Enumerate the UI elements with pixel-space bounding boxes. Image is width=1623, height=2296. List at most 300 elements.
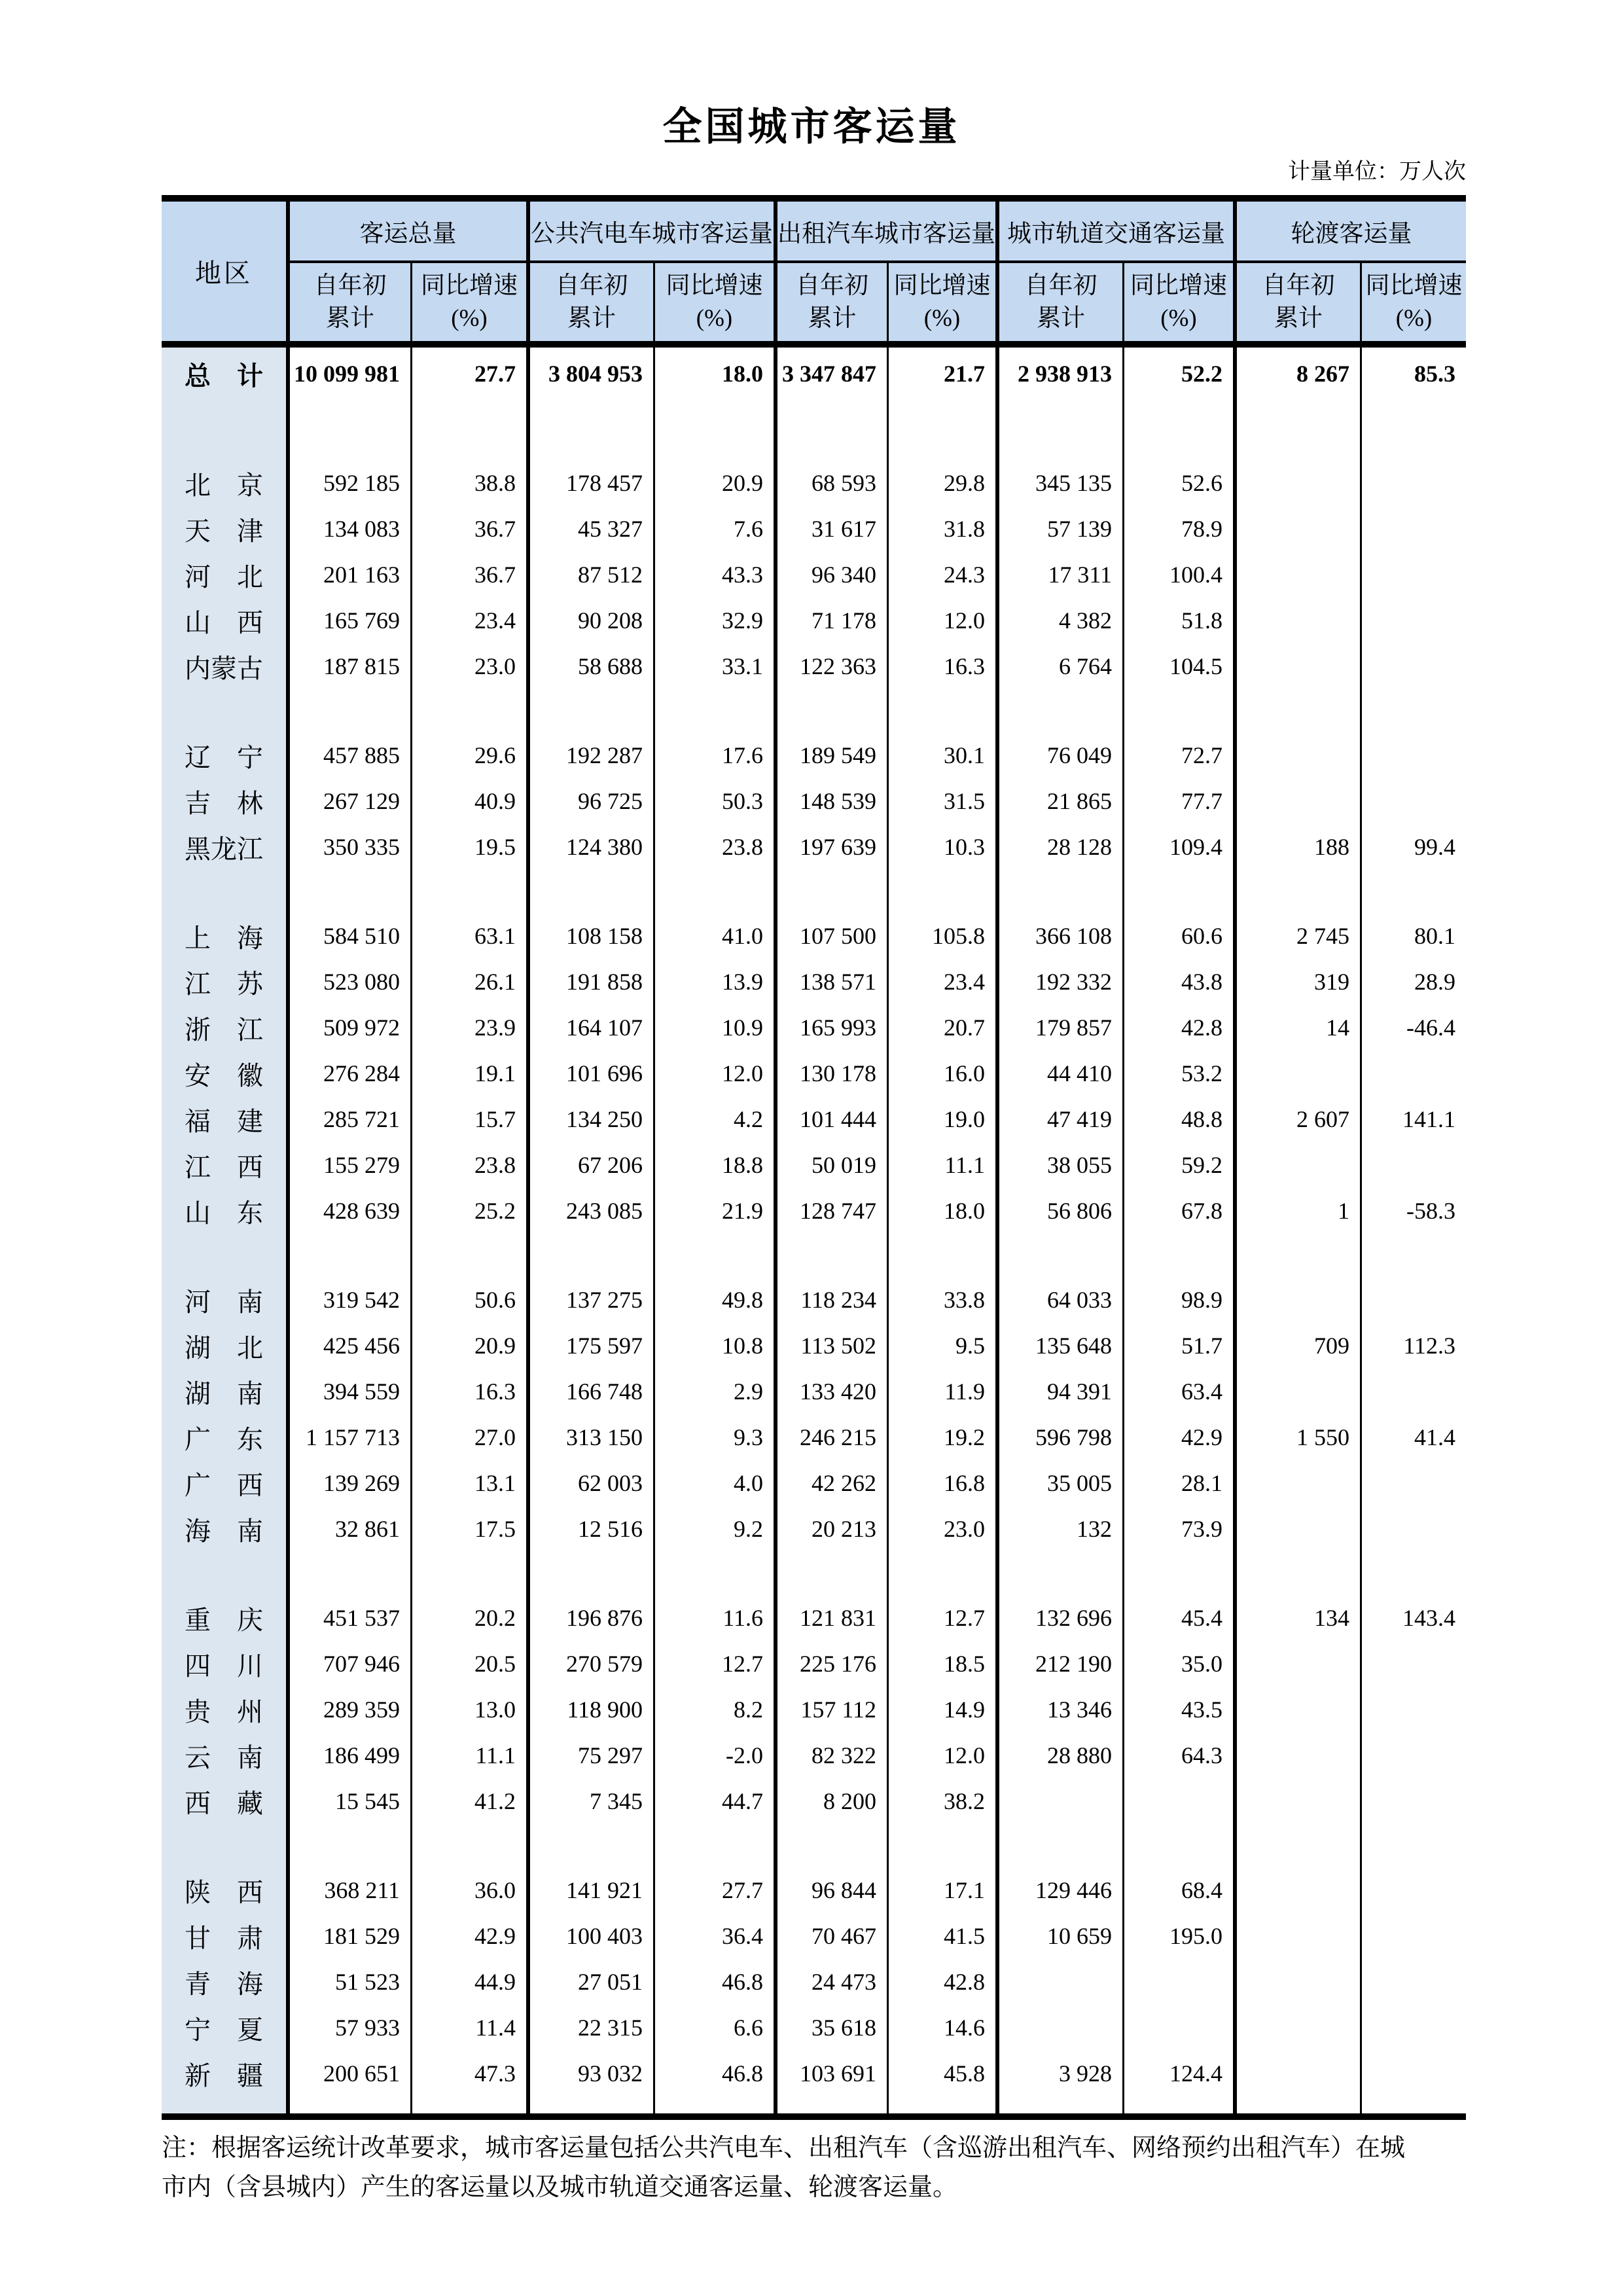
table-row	[162, 1959, 1466, 2005]
header-group-cell: 出租汽车城市客运量	[777, 202, 999, 260]
value-cell: 11.4	[412, 2005, 530, 2051]
value-cell: 21.9	[655, 1188, 777, 1234]
table-row	[162, 1778, 1466, 1824]
value-cell: 17.1	[889, 1867, 999, 1913]
value-cell: 31.8	[889, 506, 999, 552]
value-cell: 8.2	[655, 1687, 777, 1732]
value-cell: 12.7	[889, 1595, 999, 1641]
value-cell: 19.2	[889, 1414, 999, 1460]
table-row	[162, 1595, 1466, 1641]
value-cell: 101 696	[530, 1050, 655, 1096]
value-cell	[1362, 1641, 1466, 1687]
value-cell: 96 725	[530, 778, 655, 824]
value-cell	[777, 1552, 889, 1595]
region-label-cell: 西 藏	[162, 1778, 290, 1824]
value-cell: 19.1	[412, 1050, 530, 1096]
value-cell	[412, 1824, 530, 1867]
region-label-cell: 陕 西	[162, 1867, 290, 1913]
spacer-row	[162, 400, 1466, 460]
value-cell: 56 806	[999, 1188, 1124, 1234]
value-cell: 57 139	[999, 506, 1124, 552]
value-cell: 62 003	[530, 1460, 655, 1506]
value-cell	[290, 400, 412, 460]
total-row	[162, 348, 1466, 400]
value-cell: 47 419	[999, 1096, 1124, 1142]
value-cell: 10.8	[655, 1323, 777, 1369]
value-cell: 14.6	[889, 2005, 999, 2051]
value-cell: 19.0	[889, 1096, 999, 1142]
value-cell	[999, 1959, 1124, 2005]
value-cell: 7 345	[530, 1778, 655, 1824]
value-cell: 197 639	[777, 824, 889, 870]
value-cell: 20.9	[412, 1323, 530, 1369]
value-cell: 33.1	[655, 643, 777, 689]
region-label-cell: 广 东	[162, 1414, 290, 1460]
table-row	[162, 1369, 1466, 1414]
value-cell: 45 327	[530, 506, 655, 552]
value-cell: 394 559	[290, 1369, 412, 1414]
value-cell	[999, 870, 1124, 913]
value-cell	[1237, 2096, 1362, 2113]
value-cell: 186 499	[290, 1732, 412, 1778]
value-cell: 122 363	[777, 643, 889, 689]
table-row	[162, 732, 1466, 778]
header-columns	[290, 202, 1466, 341]
value-cell	[1362, 2051, 1466, 2096]
value-cell: 130 178	[777, 1050, 889, 1096]
value-cell	[1362, 400, 1466, 460]
value-cell: 108 158	[530, 913, 655, 959]
value-cell: 181 529	[290, 1913, 412, 1959]
value-cell: 36.0	[412, 1867, 530, 1913]
value-cell	[655, 870, 777, 913]
value-cell: 28.1	[1124, 1460, 1237, 1506]
value-cell: 11.9	[889, 1369, 999, 1414]
value-cell: 27.0	[412, 1414, 530, 1460]
value-cell: 157 112	[777, 1687, 889, 1732]
table-row	[162, 643, 1466, 689]
value-cell: 13.9	[655, 959, 777, 1005]
region-label-cell: 甘 肃	[162, 1913, 290, 1959]
region-label-cell: 吉 林	[162, 778, 290, 824]
value-cell: 64.3	[1124, 1732, 1237, 1778]
value-cell: 23.4	[889, 959, 999, 1005]
value-cell: 12 516	[530, 1506, 655, 1552]
value-cell: 46.8	[655, 2051, 777, 2096]
value-cell: 68.4	[1124, 1867, 1237, 1913]
value-cell: 67 206	[530, 1142, 655, 1188]
value-cell	[1237, 689, 1362, 732]
region-label-cell: 广 西	[162, 1460, 290, 1506]
value-cell: 52.6	[1124, 460, 1237, 506]
value-cell: 29.8	[889, 460, 999, 506]
value-cell	[999, 400, 1124, 460]
region-label-cell	[162, 1234, 290, 1277]
value-cell: -58.3	[1406, 1198, 1455, 1224]
region-label-cell: 海 南	[162, 1506, 290, 1552]
value-cell	[1124, 689, 1237, 732]
value-cell	[290, 870, 412, 913]
value-cell: 40.9	[412, 778, 530, 824]
value-cell	[1237, 732, 1362, 778]
region-label-cell	[162, 689, 290, 732]
value-cell: 104.5	[1124, 643, 1237, 689]
value-cell: 3 347 847	[777, 348, 889, 400]
value-cell: 134	[1237, 1595, 1362, 1641]
value-cell: 368 211	[290, 1867, 412, 1913]
value-cell: 41.0	[655, 913, 777, 959]
footnote	[162, 2128, 1467, 2207]
value-cell	[1237, 1824, 1362, 1867]
value-cell: 12.0	[889, 1732, 999, 1778]
value-cell: 134 083	[290, 506, 412, 552]
table-row	[162, 913, 1466, 959]
value-cell	[1362, 598, 1466, 643]
value-cell: 243 085	[530, 1188, 655, 1234]
value-cell: 25.2	[412, 1188, 530, 1234]
value-cell: 101 444	[777, 1096, 889, 1142]
value-cell: 366 108	[999, 913, 1124, 959]
value-cell: 319	[1237, 959, 1362, 1005]
value-cell	[999, 1824, 1124, 1867]
value-cell: 179 857	[999, 1005, 1124, 1050]
value-cell: 12.0	[889, 598, 999, 643]
value-cell: 109.4	[1124, 824, 1237, 870]
value-cell: 96 340	[777, 552, 889, 598]
value-cell: 28 880	[999, 1732, 1124, 1778]
value-cell	[1237, 1732, 1362, 1778]
value-cell: 246 215	[777, 1414, 889, 1460]
value-cell: 24.3	[889, 552, 999, 598]
value-cell: 17.6	[655, 732, 777, 778]
value-cell	[777, 689, 889, 732]
value-cell	[655, 2096, 777, 2113]
value-cell: 124.4	[1124, 2051, 1237, 2096]
value-cell: 42 262	[777, 1460, 889, 1506]
value-cell	[1362, 643, 1466, 689]
value-cell: 10 099 981	[290, 348, 412, 400]
value-cell: 75 297	[530, 1732, 655, 1778]
value-cell: 72.7	[1124, 732, 1237, 778]
page-title: 全国城市客运量	[662, 105, 961, 149]
table-body	[162, 348, 1466, 2113]
region-label-cell: 内蒙古	[162, 643, 290, 689]
value-cell: 32 861	[290, 1506, 412, 1552]
value-cell: 31.5	[889, 778, 999, 824]
value-cell: -2.0	[655, 1732, 777, 1778]
value-cell: 23.0	[412, 643, 530, 689]
header-region-cell: 地区	[162, 202, 290, 341]
value-cell: 2 745	[1237, 913, 1362, 959]
value-cell	[1362, 1959, 1466, 2005]
region-label-cell: 宁 夏	[162, 2005, 290, 2051]
value-cell: 36.7	[412, 506, 530, 552]
region-label-cell: 福 建	[162, 1096, 290, 1142]
value-cell: 18.0	[655, 348, 777, 400]
value-cell: 73.9	[1124, 1506, 1237, 1552]
table-row	[162, 1460, 1466, 1506]
value-cell: 132 696	[999, 1595, 1124, 1641]
region-label-cell: 天 津	[162, 506, 290, 552]
value-cell: 196 876	[530, 1595, 655, 1641]
value-cell: 451 537	[290, 1595, 412, 1641]
region-label-cell: 上 海	[162, 913, 290, 959]
value-cell: 709	[1237, 1323, 1362, 1369]
value-cell: 134 250	[530, 1096, 655, 1142]
value-cell	[999, 689, 1124, 732]
region-label-cell: 重 庆	[162, 1595, 290, 1641]
value-cell: 16.8	[889, 1460, 999, 1506]
value-cell	[1237, 1277, 1362, 1323]
region-label-cell: 辽 宁	[162, 732, 290, 778]
value-cell: 50 019	[777, 1142, 889, 1188]
value-cell: 44 410	[999, 1050, 1124, 1096]
region-label-cell	[162, 870, 290, 913]
value-cell	[530, 689, 655, 732]
header-growth-cell: 同比增速 (%)	[1362, 263, 1466, 341]
value-cell: 71 178	[777, 598, 889, 643]
value-cell: 191 858	[530, 959, 655, 1005]
value-cell: 28.9	[1414, 969, 1455, 995]
value-cell: 10 659	[999, 1913, 1124, 1959]
value-cell: 18.5	[889, 1641, 999, 1687]
region-label-cell: 河 南	[162, 1277, 290, 1323]
value-cell	[1237, 1050, 1362, 1096]
value-cell	[530, 1824, 655, 1867]
header-sub-row	[290, 263, 1466, 341]
value-cell: 457 885	[290, 732, 412, 778]
value-cell: 285 721	[290, 1096, 412, 1142]
value-cell: 175 597	[530, 1323, 655, 1369]
value-cell	[1237, 506, 1362, 552]
table-row	[162, 552, 1466, 598]
value-cell: 276 284	[290, 1050, 412, 1096]
value-cell	[1362, 1552, 1466, 1595]
value-cell: 38.2	[889, 1778, 999, 1824]
value-cell: 42.8	[889, 1959, 999, 2005]
value-cell	[1237, 2051, 1362, 2096]
table-row	[162, 1323, 1466, 1369]
value-cell: 4 382	[999, 598, 1124, 643]
value-cell: 58 688	[530, 643, 655, 689]
value-cell	[777, 1234, 889, 1277]
value-cell	[290, 1552, 412, 1595]
value-cell: 19.5	[412, 824, 530, 870]
table-row	[162, 598, 1466, 643]
header-group-cell: 公共汽电车城市客运量	[530, 202, 777, 260]
value-cell: 20.7	[889, 1005, 999, 1050]
value-cell: 129 446	[999, 1867, 1124, 1913]
value-cell	[1124, 1234, 1237, 1277]
value-cell: 23.4	[412, 598, 530, 643]
value-cell: 35 618	[777, 2005, 889, 2051]
value-cell	[290, 1824, 412, 1867]
value-cell	[1362, 552, 1466, 598]
value-cell	[1362, 506, 1466, 552]
value-cell	[1362, 1142, 1466, 1188]
value-cell: 36.4	[655, 1913, 777, 1959]
value-cell: 30.1	[889, 732, 999, 778]
value-cell	[777, 1824, 889, 1867]
value-cell: 44.7	[655, 1778, 777, 1824]
value-cell	[655, 689, 777, 732]
region-label-cell: 青 海	[162, 1959, 290, 2005]
value-cell: 3 804 953	[530, 348, 655, 400]
value-cell: 13 346	[999, 1687, 1124, 1732]
value-cell: 12.0	[655, 1050, 777, 1096]
value-cell: 137 275	[530, 1277, 655, 1323]
value-cell	[655, 400, 777, 460]
value-cell: 270 579	[530, 1641, 655, 1687]
value-cell	[1237, 870, 1362, 913]
value-cell	[1124, 400, 1237, 460]
value-cell: 23.0	[889, 1506, 999, 1552]
value-cell: 4.0	[655, 1460, 777, 1506]
spacer-row	[162, 1552, 1466, 1595]
value-cell: 188	[1237, 824, 1362, 870]
value-cell	[1362, 1460, 1466, 1506]
header-group-row	[290, 202, 1466, 263]
value-cell: 135 648	[999, 1323, 1124, 1369]
value-cell: 82 322	[777, 1732, 889, 1778]
value-cell: 139 269	[290, 1460, 412, 1506]
value-cell	[1362, 1778, 1466, 1824]
value-cell	[999, 2005, 1124, 2051]
value-cell	[1237, 643, 1362, 689]
value-cell: 24 473	[777, 1959, 889, 2005]
value-cell: 112.3	[1403, 1333, 1455, 1359]
value-cell: 41.2	[412, 1778, 530, 1824]
value-cell: 47.3	[412, 2051, 530, 2096]
value-cell: 133 420	[777, 1369, 889, 1414]
value-cell	[889, 1552, 999, 1595]
value-cell	[1237, 1913, 1362, 1959]
table-row	[162, 1005, 1466, 1050]
value-cell	[1237, 1142, 1362, 1188]
value-cell: 14.9	[889, 1687, 999, 1732]
value-cell	[1237, 2005, 1362, 2051]
value-cell: 596 798	[999, 1414, 1124, 1460]
value-cell: 87 512	[530, 552, 655, 598]
table-row	[162, 1867, 1466, 1913]
value-cell: 178 457	[530, 460, 655, 506]
value-cell: 2 938 913	[999, 348, 1124, 400]
value-cell	[1362, 1369, 1466, 1414]
value-cell	[1362, 2005, 1466, 2051]
value-cell: 14	[1237, 1005, 1362, 1050]
value-cell: 35.0	[1124, 1641, 1237, 1687]
value-cell: 6.6	[655, 2005, 777, 2051]
value-cell	[1237, 1959, 1362, 2005]
value-cell	[1237, 598, 1362, 643]
value-cell: 428 639	[290, 1188, 412, 1234]
value-cell	[412, 870, 530, 913]
spacer-row	[162, 689, 1466, 732]
region-label-cell: 江 西	[162, 1142, 290, 1188]
value-cell: 509 972	[290, 1005, 412, 1050]
value-cell: 200 651	[290, 2051, 412, 2096]
value-cell: 96 844	[777, 1867, 889, 1913]
value-cell: 63.1	[412, 913, 530, 959]
value-cell: 192 332	[999, 959, 1124, 1005]
table-row	[162, 1188, 1466, 1234]
value-cell: -46.4	[1406, 1014, 1455, 1041]
value-cell: 9.5	[889, 1323, 999, 1369]
spacer-row	[162, 1234, 1466, 1277]
value-cell: 43.8	[1124, 959, 1237, 1005]
value-cell: 45.8	[889, 2051, 999, 2096]
header-group-cell: 轮渡客运量	[1237, 202, 1466, 260]
table-row	[162, 2005, 1466, 2051]
value-cell: 225 176	[777, 1641, 889, 1687]
value-cell	[777, 400, 889, 460]
value-cell	[1237, 1369, 1362, 1414]
value-cell	[1124, 1552, 1237, 1595]
value-cell: 48.8	[1124, 1096, 1237, 1142]
value-cell: 20.9	[655, 460, 777, 506]
value-cell: 1 550	[1237, 1414, 1362, 1460]
table-row	[162, 1050, 1466, 1096]
region-label-cell: 总 计	[162, 348, 290, 400]
value-cell	[1362, 1234, 1466, 1277]
value-cell: 195.0	[1124, 1913, 1237, 1959]
value-cell: 1 157 713	[290, 1414, 412, 1460]
value-cell: 51.7	[1124, 1323, 1237, 1369]
spacer-row	[162, 870, 1466, 913]
value-cell	[290, 1234, 412, 1277]
header-cumulative-cell: 自年初 累计	[530, 263, 655, 341]
value-cell	[412, 1234, 530, 1277]
value-cell: 17.5	[412, 1506, 530, 1552]
value-cell: 41.4	[1414, 1424, 1455, 1450]
region-label-cell: 山 西	[162, 598, 290, 643]
value-cell: 592 185	[290, 460, 412, 506]
value-cell: 113 502	[777, 1323, 889, 1369]
value-cell	[1124, 1959, 1237, 2005]
value-cell	[1237, 778, 1362, 824]
value-cell: 15.7	[412, 1096, 530, 1142]
value-cell: 46.8	[655, 1959, 777, 2005]
region-label-cell: 湖 北	[162, 1323, 290, 1369]
value-cell: 16.3	[889, 643, 999, 689]
region-label-cell: 湖 南	[162, 1369, 290, 1414]
value-cell: 28 128	[999, 824, 1124, 870]
header-growth-cell: 同比增速 (%)	[412, 263, 530, 341]
value-cell: 124 380	[530, 824, 655, 870]
header-cumulative-cell: 自年初 累计	[290, 263, 412, 341]
value-cell: 9.3	[655, 1414, 777, 1460]
value-cell: 105.8	[889, 913, 999, 959]
value-cell: 36.7	[412, 552, 530, 598]
value-cell	[1362, 460, 1466, 506]
value-cell	[1124, 870, 1237, 913]
value-cell: 93 032	[530, 2051, 655, 2096]
region-label-cell	[162, 2096, 290, 2113]
region-label-cell	[162, 1824, 290, 1867]
header-group-cell: 客运总量	[290, 202, 530, 260]
header-growth-cell: 同比增速 (%)	[1124, 263, 1237, 341]
value-cell: 64 033	[999, 1277, 1124, 1323]
value-cell: 4.2	[655, 1096, 777, 1142]
value-cell: 59.2	[1124, 1142, 1237, 1188]
value-cell: 23.8	[655, 824, 777, 870]
value-cell: 9.2	[655, 1506, 777, 1552]
value-cell	[655, 1552, 777, 1595]
value-cell: 165 993	[777, 1005, 889, 1050]
table-row	[162, 1096, 1466, 1142]
table-row	[162, 1506, 1466, 1552]
table-row	[162, 506, 1466, 552]
